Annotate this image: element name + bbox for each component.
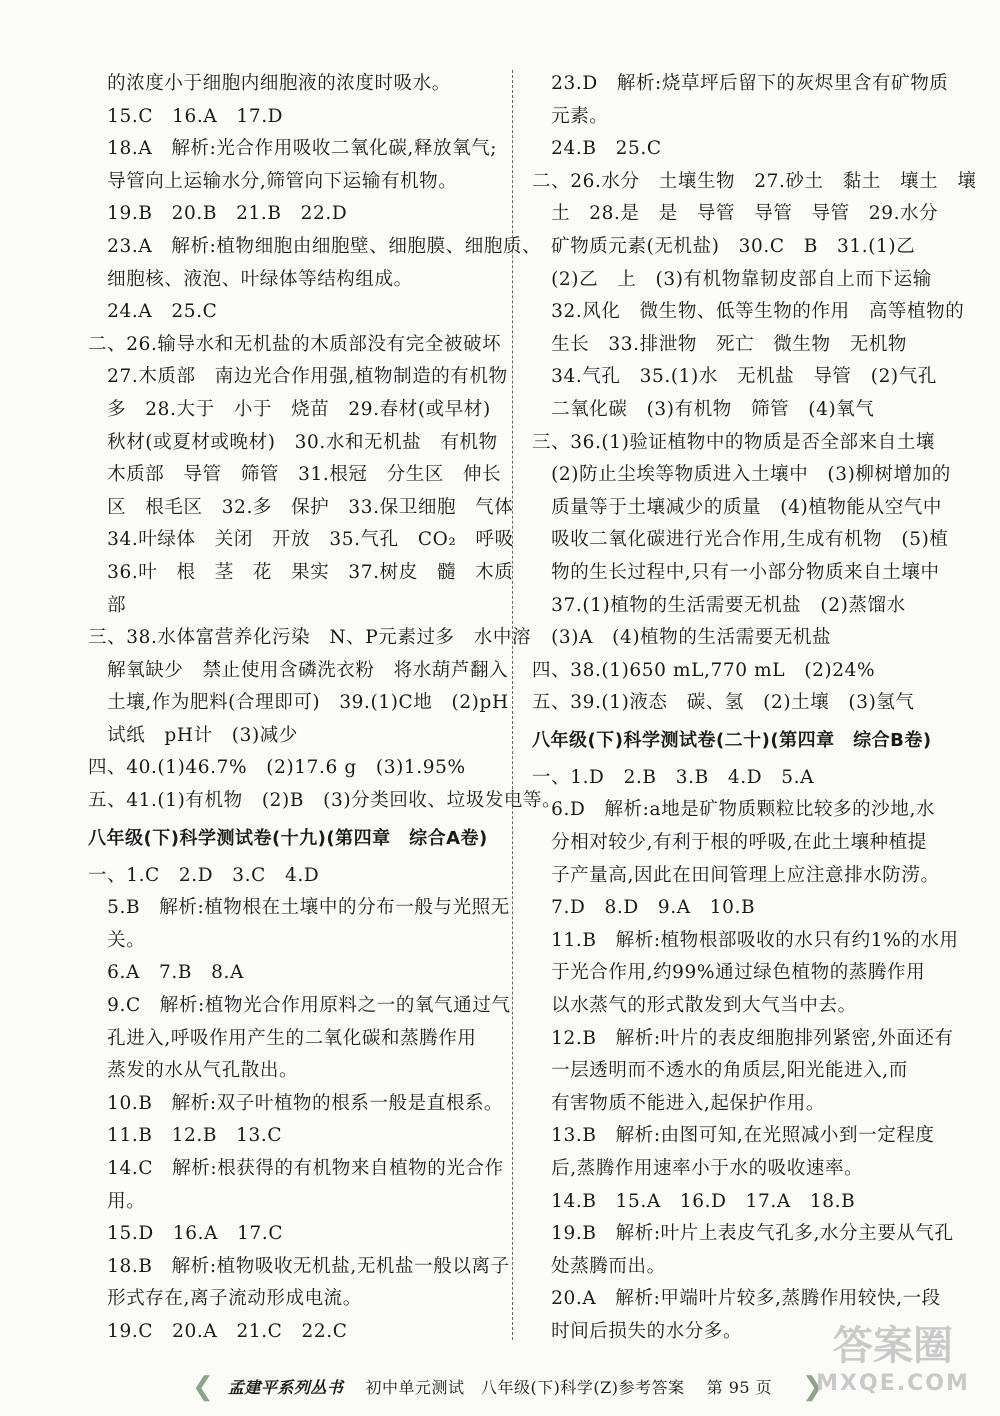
answer-line: 五、39.(1)液态 碳、氢 (2)土壤 (3)氢气 [532,692,915,714]
answer-line: 23.A 解析:植物细胞由细胞壁、细胞膜、细胞质、 [88,235,542,257]
answer-line: 试纸 pH计 (3)减少 [88,724,298,746]
answer-line: 形式存在,离子流动形成电流。 [88,1288,362,1310]
answer-line: 19.B 解析:叶片上表皮气孔多,水分主要从气孔 [532,1223,954,1245]
answer-line: 18.B 解析:植物吸收无机盐,无机盐一般以离子 [88,1255,510,1277]
answer-line: 10.B 解析:双子叶植物的根系一般是直根系。 [88,1092,504,1114]
answer-line: 24.B 25.C [532,138,662,160]
answer-line: 解氧缺少 禁止使用含磷洗衣粉 将水葫芦翻入 [88,659,509,681]
answer-line: 后,蒸腾作用速率小于水的吸收速率。 [532,1158,864,1179]
chevron-right-icon: ❯ [802,1372,824,1402]
answer-line: 三、38.水体富营养化污染 N、P元素过多 水中溶 [88,627,532,649]
answer-line: (3)A (4)植物的生活需要无机盐 [532,627,832,649]
answer-line: 二、26.输导水和无机盐的木质部没有完全被破坏 [88,333,502,355]
watermark-logo [808,1322,978,1404]
answer-line: 18.A 解析:光合作用吸收二氧化碳,释放氧气; [88,138,498,160]
answer-line: 时间后损失的水分多。 [532,1320,743,1342]
answer-line: 二、26.水分 土壤生物 27.砂土 黏土 壤土 壤 [532,170,977,192]
left-column [88,68,562,1349]
answer-line: 7.D 8.D 9.A 10.B [532,897,756,919]
answer-line: (2)乙 上 (3)有机物靠韧皮部自上而下运输 [532,268,932,290]
answer-line: 用。 [88,1190,146,1212]
answer-line: 于光合作用,约99%通过绿色植物的蒸腾作用 [532,962,926,984]
answer-line: 矿物质元素(无机盐) 30.C B 31.(1)乙 [532,235,916,257]
answer-line: 区 根毛区 32.多 保护 33.保卫细胞 气体 [88,496,514,518]
answer-line: 有害物质不能进入,起保护作用。 [532,1092,825,1114]
chevron-left-icon: ❮ [192,1372,214,1402]
answer-line: 生长 33.排泄物 死亡 微生物 无机物 [532,333,908,355]
answer-line: 土壤,作为肥料(合理即可) 39.(1)C地 (2)pH [88,692,509,714]
answer-line: 11.B 解析:植物根部吸收的水只有约1%的水用 [532,929,959,951]
answer-line: 24.A 25.C [88,301,218,323]
answer-line: 木质部 导管 筛管 31.根冠 分生区 伸长 [88,464,502,486]
answer-line: 9.C 解析:植物光合作用原料之一的氧气通过气 [88,995,511,1017]
answer-line: 13.B 解析:由图可知,在光照减小到一定程度 [532,1125,935,1147]
footer-page-number: 第 95 页 [706,1378,773,1397]
answer-line: 四、40.(1)46.7% (2)17.6 g (3)1.95% [88,757,466,779]
answer-line: 15.C 16.A 17.D [88,105,284,127]
answer-line: 19.C 20.A 21.C 22.C [88,1320,348,1342]
answer-line: 四、38.(1)650 mL,770 mL (2)24% [532,659,876,681]
answer-line: 分相对较少,有利于根的呼吸,在此土壤种植提 [532,832,927,854]
answer-line: 细胞核、液泡、叶绿体等结构组成。 [88,268,413,290]
answer-line: 32.风化 微生物、低等生物的作用 高等植物的 [532,301,965,323]
answer-line: 12.B 解析:叶片的表皮细胞排列紧密,外面还有 [532,1027,954,1049]
answer-line: 处蒸腾而出。 [532,1255,666,1277]
answer-line: 一、1.C 2.D 3.C 4.D [88,864,320,886]
answer-line: 元素。 [532,105,609,127]
answer-line: 6.A 7.B 8.A [88,962,244,984]
answer-line: 物的生长过程中,只有一小部分物质来自土壤中 [532,561,940,583]
answer-line: 6.D 解析:a地是矿物质颗粒比较多的沙地,水 [532,799,936,821]
answer-line: 关。 [88,929,146,951]
answer-line: 14.C 解析:根获得的有机物来自植物的光合作 [88,1158,504,1179]
answer-line: 37.(1)植物的生活需要无机盐 (2)蒸馏水 [532,594,906,616]
answer-line: 27.木质部 南边光合作用强,植物制造的有机物 [88,366,508,388]
answer-line: 15.D 16.A 17.C [88,1223,284,1245]
answer-line: 11.B 12.B 13.C [88,1125,283,1147]
answer-line: 导管向上运输水分,筛管向下运输有机物。 [88,170,458,192]
answer-line: 36.叶 根 茎 花 果实 37.树皮 髓 木质 [88,561,514,583]
answer-line: 以水蒸气的形式散发到大气当中去。 [532,995,857,1017]
answer-line: 五、41.(1)有机物 (2)B (3)分类回收、垃圾发电等。 [88,790,562,812]
answer-line: 部 [88,594,127,616]
answer-line: 14.B 15.A 16.D 17.A 18.B [532,1190,856,1212]
column-divider [512,70,513,1340]
watermark-text: 答案圈 [833,1323,953,1369]
answer-line: 蒸发的水从气孔散出。 [88,1060,299,1082]
answer-line: 23.D 解析:烧草坪后留下的灰烬里含有矿物质 [532,73,949,94]
answer-line: 34.叶绿体 关闭 开放 35.气孔 CO₂ 呼吸 [88,529,514,551]
watermark-url: MXQE.COM [816,1371,970,1396]
answer-line: (2)防止尘埃等物质进入土壤中 (3)柳树增加的 [532,464,951,486]
section-title: 八年级(下)科学测试卷(十九)(第四章 综合A卷) [88,827,488,849]
answer-line: 子产量高,因此在田间管理上应注意排水防涝。 [532,864,940,886]
answer-line: 多 28.大于 小于 烧苗 29.春材(或早材) [88,398,491,420]
answer-line: 20.A 解析:甲端叶片较多,蒸腾作用较快,一段 [532,1288,941,1310]
answer-line: 孔进入,呼吸作用产生的二氧化碳和蒸腾作用 [88,1027,477,1049]
answer-line: 吸收二氧化碳进行光合作用,生成有机物 (5)植 [532,529,949,551]
answer-line: 19.B 20.B 21.B 22.D [88,203,348,225]
footer-book-title: 初中单元测试 八年级(下)科学(Z)参考答案 [365,1378,685,1397]
answer-line: 质量等于土壤减少的质量 (4)植物能从空气中 [532,496,943,518]
footer-series: 孟建平系列丛书 [227,1378,344,1397]
answer-line: 二氧化碳 (3)有机物 筛管 (4)氧气 [532,398,875,420]
answer-line: 土 28.是 是 导管 导管 导管 29.水分 [532,203,939,225]
right-column [532,68,977,1349]
answer-line: 34.气孔 35.(1)水 无机盐 导管 (2)气孔 [532,366,937,388]
answer-line: 一、1.D 2.B 3.B 4.D 5.A [532,766,815,788]
answer-line: 5.B 解析:植物根在土壤中的分布一般与光照无 [88,897,510,919]
section-title: 八年级(下)科学测试卷(二十)(第四章 综合B卷) [532,729,932,751]
page-footer [190,1374,810,1402]
answer-line: 三、36.(1)验证植物中的物质是否全部来自土壤 [532,431,936,453]
answer-line: 的浓度小于细胞内细胞液的浓度时吸水。 [88,73,451,94]
answer-line: 一层透明而不透水的角质层,阳光能进入,而 [532,1060,908,1082]
answer-line: 秋材(或夏材或晚材) 30.水和无机盐 有机物 [88,431,498,453]
